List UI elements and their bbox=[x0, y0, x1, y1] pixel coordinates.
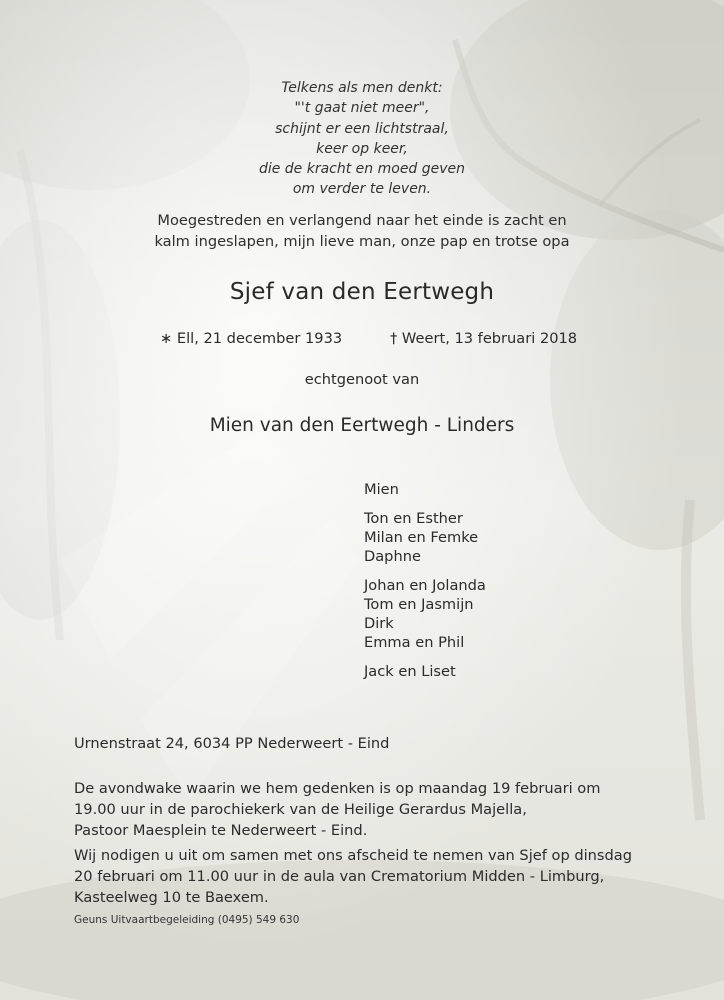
vigil-line: De avondwake waarin we hem gedenken is op maandag 19 februari om bbox=[74, 780, 601, 797]
poem-line: "'t gaat niet meer", bbox=[294, 100, 430, 117]
poem bbox=[0, 78, 724, 200]
poem-line: om verder te leven. bbox=[292, 181, 432, 198]
vigil-line: 19.00 uur in de parochiekerk van de Heilige Gerardus Majella, bbox=[74, 801, 527, 818]
deceased-name: Sjef van den Eertwegh bbox=[229, 279, 495, 305]
intro-line: Moegestreden en verlangend naar het einde is zacht en bbox=[157, 212, 567, 229]
vigil-line: Pastoor Maesplein te Nederweert - Eind. bbox=[74, 822, 368, 839]
farewell-line: Kasteelweg 10 te Baexem. bbox=[74, 889, 269, 906]
family-group bbox=[364, 662, 486, 681]
family-member: Johan en Jolanda bbox=[364, 577, 486, 594]
family-member: Emma en Phil bbox=[364, 634, 465, 651]
farewell-paragraph bbox=[74, 845, 632, 908]
death-date: † Weert, 13 februari 2018 bbox=[390, 330, 578, 347]
family-group bbox=[364, 576, 486, 652]
intro-line: kalm ingeslapen, mijn lieve man, onze pap en trotse opa bbox=[154, 233, 570, 250]
poem-line: Telkens als men denkt: bbox=[281, 80, 443, 96]
birth-date: ∗ Ell, 21 december 1933 bbox=[160, 330, 343, 347]
poem-line: die de kracht en moed geven bbox=[258, 161, 466, 178]
vigil-paragraph bbox=[74, 778, 600, 841]
family-member: Dirk bbox=[364, 615, 394, 632]
family-member: Mien bbox=[364, 481, 399, 498]
funeral-director-footer: Geuns Uitvaartbegeleiding (0495) 549 630 bbox=[74, 914, 300, 926]
farewell-line: Wij nodigen u uit om samen met ons afscheid te nemen van Sjef op dinsdag bbox=[74, 847, 632, 864]
intro-text bbox=[0, 210, 724, 252]
home-address: Urnenstraat 24, 6034 PP Nederweert - Eind bbox=[74, 735, 390, 752]
spouse-intro: echtgenoot van bbox=[304, 371, 420, 388]
family-member: Ton en Esther bbox=[364, 510, 463, 527]
poem-line: schijnt er een lichtstraal, bbox=[275, 120, 449, 137]
family-group bbox=[364, 509, 486, 566]
poem-line: keer op keer, bbox=[316, 140, 408, 157]
family-group bbox=[364, 480, 486, 499]
family-list bbox=[364, 480, 486, 691]
spouse-name: Mien van den Eertwegh - Linders bbox=[209, 415, 515, 436]
family-member: Milan en Femke bbox=[364, 529, 479, 546]
farewell-line: 20 februari om 11.00 uur in de aula van Crematorium Midden - Limburg, bbox=[74, 868, 605, 885]
family-member: Daphne bbox=[364, 548, 421, 565]
family-member: Jack en Liset bbox=[364, 663, 456, 680]
family-member: Tom en Jasmijn bbox=[364, 596, 474, 613]
